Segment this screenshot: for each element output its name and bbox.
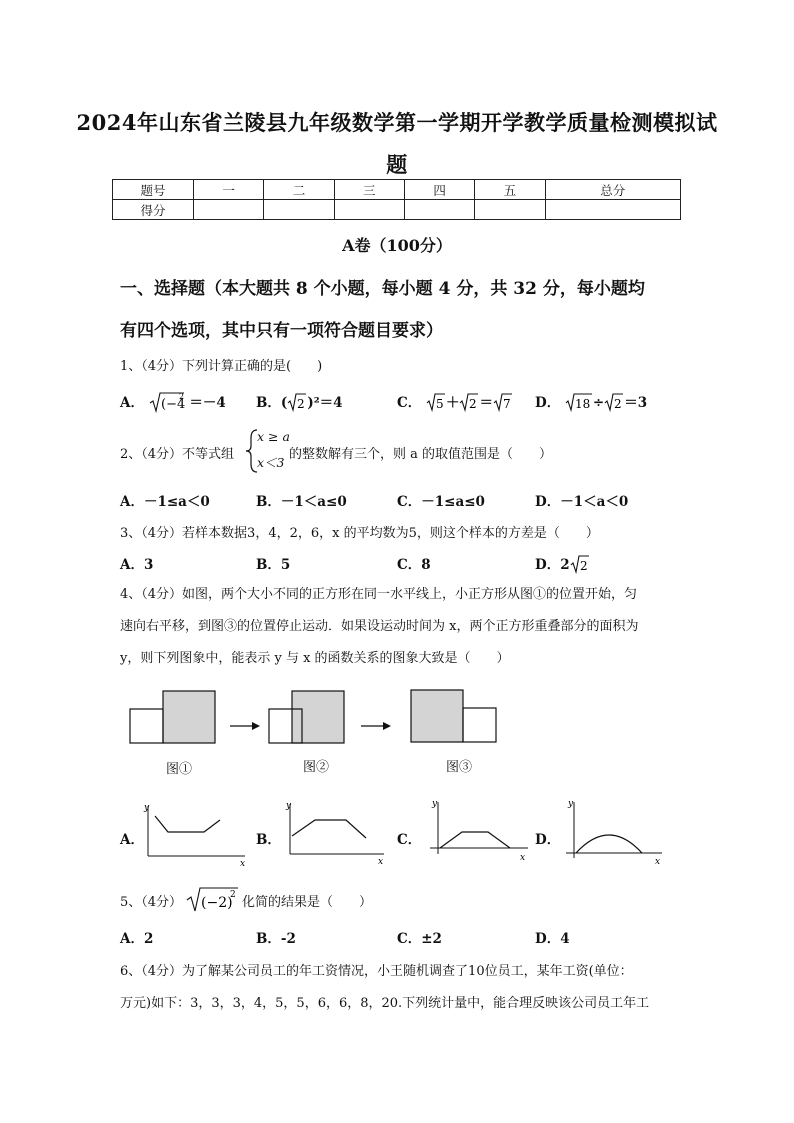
q6-line1: 6、（4分）为了解某公司员工的年工资情况，小王随机调查了10位员工，某年工资(单位： (120, 964, 633, 979)
section-heading-line1: 一、选择题（本大题共 8 个小题，每小题 4 分，共 32 分，每小题均 (120, 279, 645, 299)
q4-line2: 速向右平移，到图③的位置停止运动．如果设运动时间为 x，两个正方形重叠部分的面积为 (120, 619, 639, 634)
q4-line1: 4、（4分）如图，两个大小不同的正方形在同一水平线上，小正方形从图①的位置开始，匀 (120, 587, 638, 602)
sqrt-neg4-squared-icon (149, 391, 185, 413)
sqrt-2-icon (459, 392, 479, 412)
q4-option-c-label[interactable]: C． (397, 832, 422, 848)
score-table (112, 179, 681, 220)
q3-option-d[interactable] (535, 553, 590, 574)
q1-option-d[interactable] (535, 391, 647, 412)
x-axis-label: x (520, 853, 526, 863)
arrowhead (252, 722, 260, 730)
big-square (163, 691, 215, 743)
q4-option-b-label[interactable]: B． (256, 832, 281, 848)
q4-line3: y，则下列图象中，能表示 y 与 x 的函数关系的图象大致是（ ） (120, 651, 510, 666)
sqrt-7-icon (493, 392, 513, 412)
table-cell: 三 (334, 180, 404, 200)
table-cell: 五 (475, 180, 545, 200)
table-cell: 四 (404, 180, 474, 200)
fig1-label: 图① (166, 762, 193, 777)
x-axis-label: x (378, 857, 384, 866)
sqrt-2-icon (570, 554, 590, 574)
equals-sign: ＝ (479, 395, 493, 411)
q6-line2: 万元)如下：3，3，3，4，5，5，6，6，8，20.下列统计量中，能合理反映该公司员工年工 (120, 996, 650, 1011)
option-letter: D．2 (535, 557, 570, 573)
score-input-cell[interactable] (194, 200, 264, 220)
q1-b-result: )²＝4 (307, 395, 343, 411)
volume-label: A卷（100分） (342, 236, 452, 255)
q1-option-a[interactable] (120, 391, 226, 413)
x-axis-label: x (240, 859, 246, 866)
q4-option-a-label[interactable]: A． (120, 832, 144, 848)
svg-text:5: 5 (435, 397, 444, 411)
sqrt-neg2-squared-icon (186, 885, 240, 913)
q2-option-b[interactable]: B．－1＜a≤0 (256, 494, 347, 510)
q5-stem-start: 5、（4分） (120, 895, 183, 910)
table-cell: 题号 (113, 180, 194, 200)
q2-stem-start: 2、（4分）不等式组 (120, 447, 235, 462)
q4-graph-a[interactable] (140, 800, 252, 866)
x-axis-label: x (655, 857, 661, 866)
score-table-header-row (113, 180, 681, 200)
q2-stem-end: 的整数解有三个，则 a 的取值范围是（ ） (289, 447, 553, 462)
y-axis-label: y (432, 799, 438, 809)
option-letter: D． (535, 395, 561, 411)
svg-text:18: 18 (574, 397, 591, 411)
q5-option-d[interactable]: D．4 (535, 931, 570, 947)
q2-option-d[interactable]: D．－1＜a＜0 (535, 494, 629, 510)
divide-sign: ÷ (592, 395, 605, 411)
sqrt-2-icon (604, 392, 624, 412)
plus-sign: ＋ (445, 395, 460, 411)
q5-stem-end: 化简的结果是（ ） (242, 895, 373, 910)
sqrt-5-icon (426, 392, 446, 412)
svg-text:2: 2 (178, 392, 184, 401)
sqrt-2-icon (287, 392, 307, 412)
q2-inequality-1: x ≥ a (257, 429, 290, 444)
table-cell: 得分 (113, 200, 194, 220)
small-square (130, 709, 163, 743)
score-input-cell[interactable] (334, 200, 404, 220)
q1-option-c[interactable] (397, 391, 513, 412)
q4-graph-b[interactable] (280, 798, 390, 866)
option-letter: C． (397, 395, 422, 411)
q1-a-result: ＝－4 (189, 395, 226, 411)
q4-squares-figure (125, 686, 505, 748)
svg-text:2: 2 (469, 397, 478, 411)
svg-text:2: 2 (579, 559, 588, 573)
svg-text:2: 2 (297, 397, 305, 411)
score-input-cell[interactable] (404, 200, 474, 220)
sqrt-18-icon (565, 392, 593, 412)
y-axis-label: y (144, 803, 150, 813)
y-axis-label: y (286, 801, 292, 811)
big-square (292, 691, 344, 743)
small-square (463, 708, 496, 742)
score-input-cell[interactable] (475, 200, 545, 220)
score-input-cell[interactable] (545, 200, 680, 220)
q3-option-a[interactable]: A．3 (120, 557, 154, 573)
q2-option-c[interactable]: C．－1≤a≤0 (397, 494, 485, 510)
table-cell: 二 (264, 180, 334, 200)
page-title-line2: 题 (386, 152, 408, 177)
q4-graph-d[interactable] (558, 796, 668, 866)
q4-option-d-label[interactable]: D． (535, 832, 561, 848)
section-heading-line2: 有四个选项，其中只有一项符合题目要求） (120, 321, 443, 341)
table-cell: 总分 (545, 180, 680, 200)
q3-stem: 3、（4分）若样本数据3，4，2，6，x 的平均数为5，则这个样本的方差是（ ） (120, 526, 599, 541)
q5-option-b[interactable]: B．-2 (256, 931, 296, 947)
arrowhead (383, 722, 391, 730)
score-input-cell[interactable] (264, 200, 334, 220)
q5-option-c[interactable]: C．±2 (397, 931, 442, 947)
score-table-score-row (113, 200, 681, 220)
q1-d-result: ＝3 (624, 395, 648, 411)
table-cell: 一 (194, 180, 264, 200)
svg-text:(−4): (−4 (160, 397, 185, 412)
q1-stem: 1、（4分）下列计算正确的是( ) (120, 359, 323, 374)
q3-option-c[interactable]: C．8 (397, 557, 431, 573)
fig3-label: 图③ (446, 760, 473, 775)
q2-option-a[interactable]: A．－1≤a＜0 (120, 494, 210, 510)
q4-graph-c[interactable] (424, 794, 534, 864)
svg-text:7: 7 (502, 397, 511, 411)
q5-option-a[interactable]: A．2 (120, 931, 154, 947)
option-letter: A． (120, 395, 144, 411)
big-square (411, 690, 463, 742)
q2-inequality-2: x＜3 (257, 455, 285, 470)
page-title-line1: 2024年山东省兰陵县九年级数学第一学期开学教学质量检测模拟试 (76, 110, 718, 135)
fig2-label: 图② (303, 760, 330, 775)
svg-text:(−2): (−2) (201, 895, 233, 911)
q1-option-b[interactable] (256, 391, 343, 412)
svg-text:2: 2 (614, 397, 622, 411)
y-axis-label: y (568, 799, 574, 809)
option-letter: B．( (256, 395, 288, 411)
q3-option-b[interactable]: B．5 (256, 557, 291, 573)
svg-text:2: 2 (230, 890, 236, 900)
